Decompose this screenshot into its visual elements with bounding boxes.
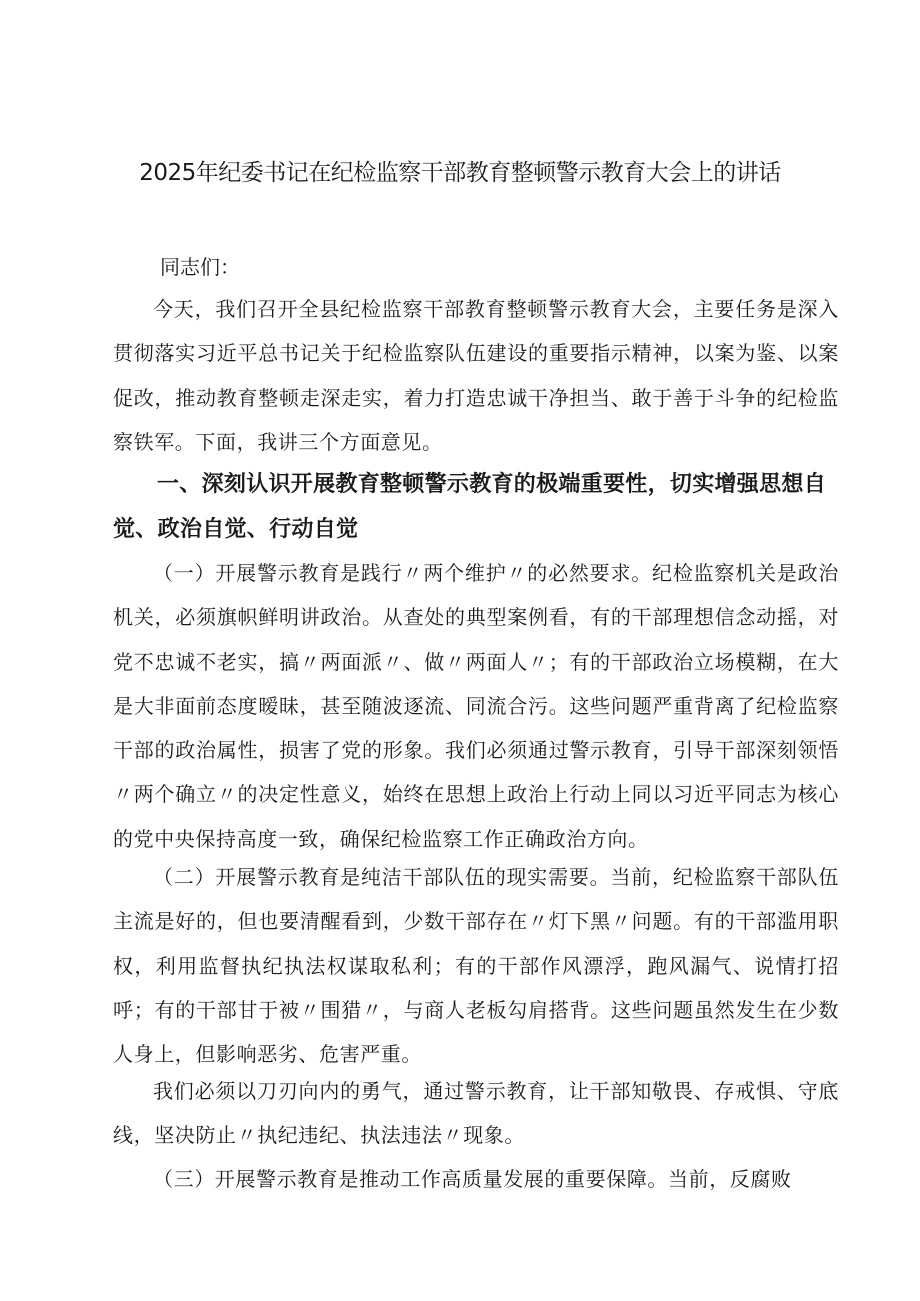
section-1-heading: 一、深刻认识开展教育整顿警示教育的极端重要性，切实增强思想自觉、政治自觉、行动自觉	[113, 472, 827, 542]
salutation: 同志们：	[160, 255, 240, 279]
paragraph-1: （一）开展警示教育是践行〃两个维护〃的必然要求。纪检监察机关是政治机关，必须旗帜鲜明讲政治。从查处的典型案例看，有的干部理想信念动摇，对党不忠诚不老实，搞〃两面派〃、做〃两面人〃；有的干部政治立场模糊，在大是大非面前态度暧昧，甚至随波逐流、同流合污。这些问题严重背离了纪检监察干部的政治属性，损害了党的形象。我们必须通过警示教育，引导干部深刻领悟〃两个确立〃的决定性意义，始终在思想上政治上行动上同以习近平同志为核心的党中央保持高度一致，确保纪检监察工作正确政治方向。	[113, 561, 839, 851]
paragraph-3: 我们必须以刀刃向内的勇气，通过警示教育，让干部知敬畏、存戒惧、守底线，坚决防止〃执纪违纪、执法违法〃现象。	[113, 1079, 839, 1148]
paragraph-4: （三）开展警示教育是推动工作高质量发展的重要保障。当前，反腐败	[153, 1167, 792, 1191]
intro-paragraph: 今天，我们召开全县纪检监察干部教育整顿警示教育大会，主要任务是深入贯彻落实习近平总书记关于纪检监察队伍建设的重要指示精神，以案为鉴、以案促改，推动教育整顿走深走实，着力打造忠诚干净担当、敢于善于斗争的纪检监察铁军。下面，我讲三个方面意见。	[113, 297, 839, 454]
document-title: 2025年纪委书记在纪检监察干部教育整顿警示教育大会上的讲话	[139, 160, 781, 186]
paragraph-2: （二）开展警示教育是纯洁干部队伍的现实需要。当前，纪检监察干部队伍主流是好的，但也要清醒看到，少数干部存在〃灯下黑〃问题。有的干部滥用职权，利用监督执纪执法权谋取私利；有的干部作风漂浮，跑风漏气、说情打招呼；有的干部甘于被〃围猎〃，与商人老板勾肩搭背。这些问题虽然发生在少数人身上，但影响恶劣、危害严重。	[113, 865, 839, 1067]
